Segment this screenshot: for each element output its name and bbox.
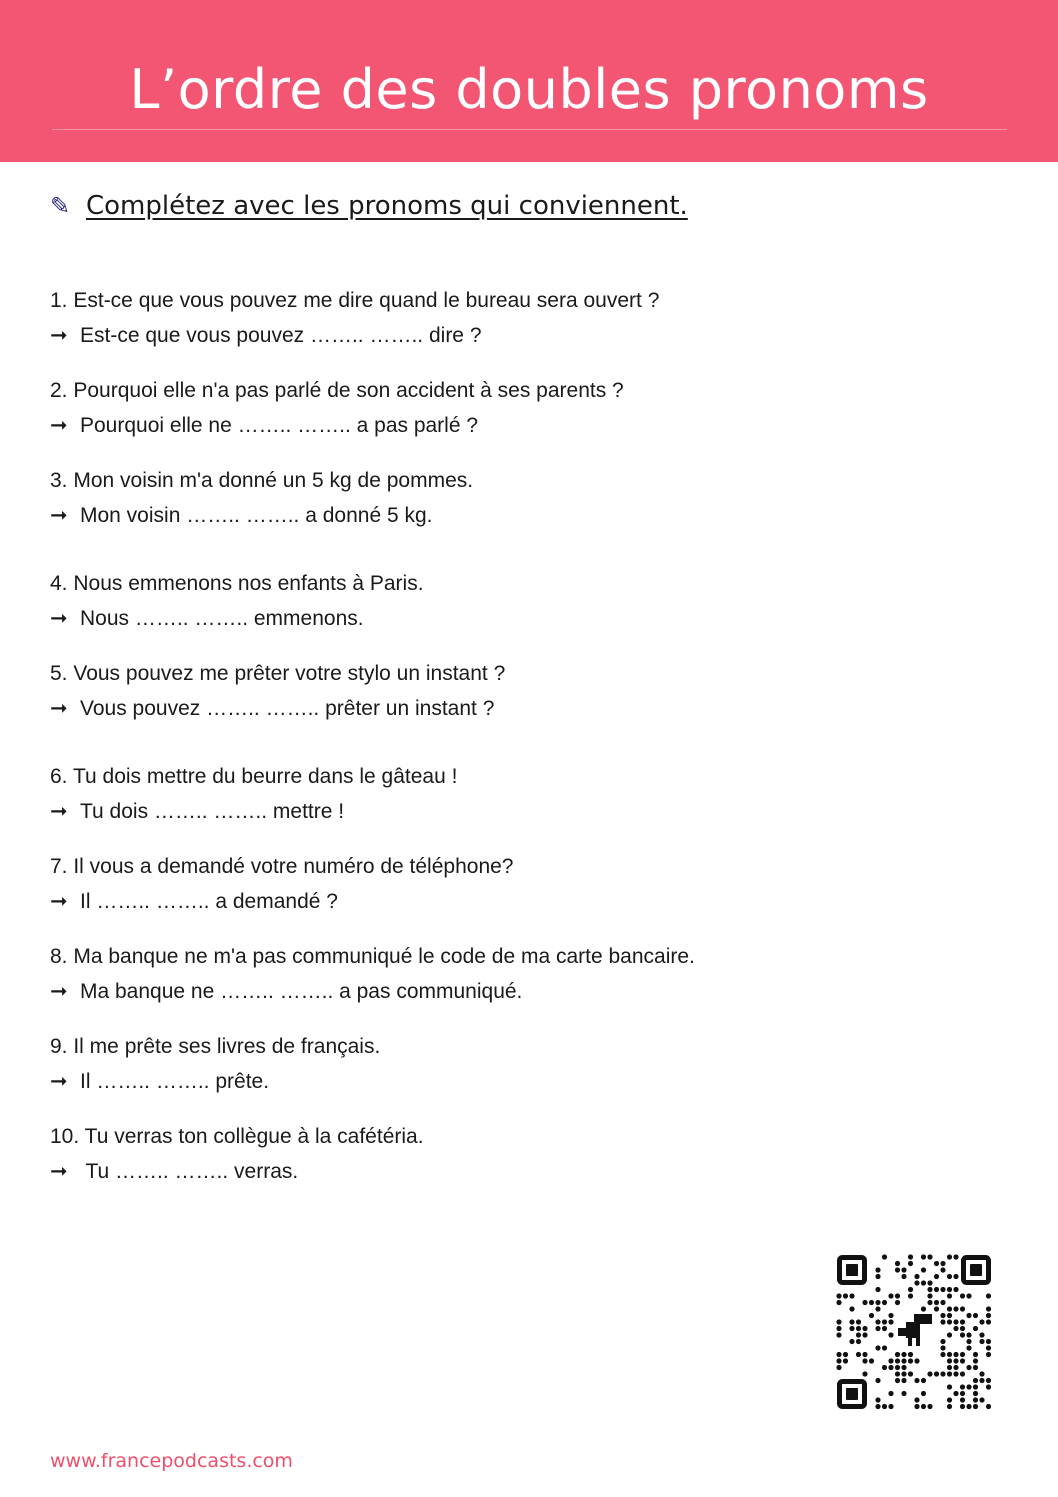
exercise-item bbox=[50, 939, 695, 1009]
exercise-question: 1. Est-ce que vous pouvez me dire quand le bureau sera ouvert ? bbox=[50, 289, 660, 312]
qr-code-icon bbox=[836, 1254, 992, 1410]
exercise-answer: Nous …….. …….. emmenons. bbox=[80, 607, 364, 630]
exercise-item bbox=[50, 373, 624, 443]
exercise-question: 4. Nous emmenons nos enfants à Paris. bbox=[50, 572, 424, 595]
exercise-item bbox=[50, 759, 457, 829]
dino-icon bbox=[898, 1314, 932, 1346]
exercise-item bbox=[50, 566, 424, 636]
exercise-question: 5. Vous pouvez me prêter votre stylo un instant ? bbox=[50, 662, 506, 685]
arrow-icon: ➞ bbox=[50, 1160, 68, 1183]
footer-url[interactable]: www.francepodcasts.com bbox=[50, 1450, 293, 1472]
arrow-icon: ➞ bbox=[50, 607, 68, 630]
exercise-item bbox=[50, 463, 473, 533]
exercise-question: 2. Pourquoi elle n'a pas parlé de son accident à ses parents ? bbox=[50, 379, 624, 402]
exercise-answer: Ma banque ne …….. …….. a pas communiqué. bbox=[80, 980, 523, 1003]
exercise-answer: Il …….. …….. prête. bbox=[80, 1070, 270, 1093]
arrow-icon: ➞ bbox=[50, 800, 68, 823]
exercise-item bbox=[50, 1029, 380, 1099]
pencil-icon: ✎ bbox=[50, 192, 71, 220]
header-divider bbox=[52, 129, 1007, 130]
exercise-item bbox=[50, 849, 513, 919]
exercise-answer: Est-ce que vous pouvez …….. …….. dire ? bbox=[80, 324, 482, 347]
page-title: L’ordre des doubles pronoms bbox=[129, 58, 929, 121]
arrow-icon: ➞ bbox=[50, 980, 68, 1003]
exercise-item bbox=[50, 283, 659, 353]
exercise-question: 3. Mon voisin m'a donné un 5 kg de pommes. bbox=[50, 469, 474, 492]
exercise-answer: Vous pouvez …….. …….. prêter un instant ? bbox=[80, 697, 495, 720]
exercise-question: 8. Ma banque ne m'a pas communiqué le code de ma carte bancaire. bbox=[50, 945, 695, 968]
instruction-text: Complétez avec les pronoms qui conviennent. bbox=[86, 191, 688, 221]
exercise-answer: Tu …….. …….. verras. bbox=[80, 1160, 299, 1183]
exercise-item bbox=[50, 1119, 424, 1189]
exercise-answer: Tu dois …….. …….. mettre ! bbox=[80, 800, 345, 823]
exercise-question: 6. Tu dois mettre du beurre dans le gâteau ! bbox=[50, 765, 458, 788]
arrow-icon: ➞ bbox=[50, 504, 68, 527]
exercise-answer: Il …….. …….. a demandé ? bbox=[80, 890, 338, 913]
instruction bbox=[50, 188, 688, 224]
header-banner bbox=[0, 0, 1058, 162]
exercise-question: 9. Il me prête ses livres de français. bbox=[50, 1035, 381, 1058]
exercise-question: 7. Il vous a demandé votre numéro de téléphone? bbox=[50, 855, 514, 878]
exercise-question: 10. Tu verras ton collègue à la cafétéria. bbox=[50, 1125, 424, 1148]
arrow-icon: ➞ bbox=[50, 414, 68, 437]
exercise-item bbox=[50, 656, 505, 726]
arrow-icon: ➞ bbox=[50, 324, 68, 347]
arrow-icon: ➞ bbox=[50, 697, 68, 720]
arrow-icon: ➞ bbox=[50, 1070, 68, 1093]
exercise-answer: Pourquoi elle ne …….. …….. a pas parlé ? bbox=[80, 414, 479, 437]
arrow-icon: ➞ bbox=[50, 890, 68, 913]
exercise-answer: Mon voisin …….. …….. a donné 5 kg. bbox=[80, 504, 433, 527]
